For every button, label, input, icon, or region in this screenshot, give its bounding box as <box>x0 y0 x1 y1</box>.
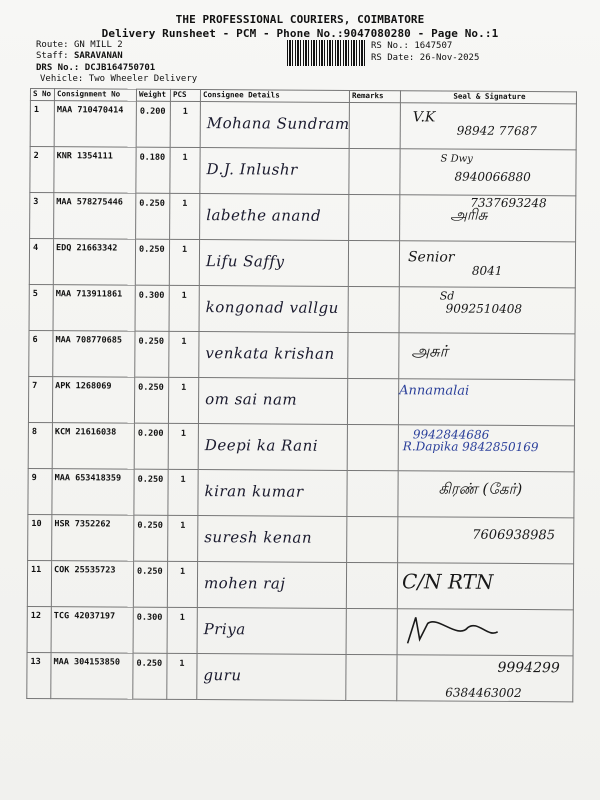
rs-no-label: RS No.: <box>371 41 409 51</box>
row-pcs: 1 <box>168 515 198 561</box>
row-consignee-handwritten: Priya <box>203 620 246 639</box>
route-value: GN MILL 2 <box>73 40 123 50</box>
row-signature: அரிசு <box>450 205 488 224</box>
row-signature-phone: 8940066880 <box>454 169 531 185</box>
row-pcs: 1 <box>169 239 199 285</box>
staff-label: Staff: <box>36 51 69 61</box>
row-signature: Annamalai <box>399 383 470 399</box>
row-remarks <box>346 562 397 608</box>
row-consignment-no: APK 1268069 <box>52 377 134 424</box>
row-remarks <box>349 102 400 148</box>
row-pcs: 1 <box>167 653 197 699</box>
row-signature-cell <box>398 379 574 426</box>
table-row <box>28 422 574 471</box>
row-remarks <box>347 470 398 516</box>
row-consignment-no: HSR 7352262 <box>52 515 134 562</box>
row-weight: 0.250 <box>133 653 167 699</box>
row-consignee-handwritten: venkata krishan <box>205 344 335 363</box>
row-remarks <box>347 516 398 562</box>
row-pcs: 1 <box>168 469 198 515</box>
row-consignee-cell <box>198 516 347 563</box>
row-sno: 2 <box>30 147 54 193</box>
row-weight: 0.250 <box>135 331 169 377</box>
rs-no-line <box>371 41 452 51</box>
row-consignee-cell <box>197 654 346 701</box>
row-consignee-cell <box>197 562 346 609</box>
row-signature-cell <box>398 471 574 518</box>
row-weight: 0.250 <box>134 515 168 561</box>
drs-value: DCJB164750701 <box>84 63 156 73</box>
table-row <box>27 560 573 609</box>
row-signature-cell <box>398 425 574 472</box>
row-weight: 0.250 <box>136 193 170 239</box>
table-row <box>30 193 576 242</box>
route-line <box>36 40 123 50</box>
signature-scribble <box>398 609 568 650</box>
row-signature-phone: 7337693248 <box>470 195 547 211</box>
row-consignee-handwritten: guru <box>203 666 242 685</box>
row-consignment-no: MAA 710470414 <box>54 101 136 148</box>
row-consignee-handwritten: om sai nam <box>205 390 298 409</box>
row-sno: 10 <box>28 514 52 560</box>
row-signature-cell <box>397 655 573 702</box>
vehicle-label: Vehicle: <box>40 74 84 84</box>
row-signature-cell <box>400 103 576 150</box>
row-signature-phone: 98942 77687 <box>456 123 537 139</box>
row-signature-cell <box>399 287 575 334</box>
row-consignee-handwritten: Lifu Saffy <box>205 252 285 271</box>
rs-date-label: RS Date: <box>371 53 415 63</box>
row-weight: 0.300 <box>133 607 167 653</box>
table-row <box>29 284 575 333</box>
row-consignment-no: KNR 1354111 <box>54 147 136 194</box>
row-weight: 0.250 <box>133 561 167 607</box>
row-weight: 0.200 <box>134 423 168 469</box>
row-signature: அசுர் <box>411 341 449 361</box>
row-weight: 0.180 <box>136 147 170 193</box>
table-row <box>29 330 575 379</box>
row-consignee-cell <box>199 332 348 379</box>
row-consignee-handwritten: Deepi ka Rani <box>204 436 319 455</box>
table-row <box>30 101 576 150</box>
company-title: THE PROFESSIONAL COURIERS, COIMBATORE <box>175 13 425 26</box>
row-remarks <box>349 148 400 194</box>
row-consignee-handwritten: D.J. Inlushr <box>206 160 298 179</box>
staff-value: SARAVANAN <box>73 51 123 61</box>
row-pcs: 1 <box>170 147 200 193</box>
row-consignee-handwritten: suresh kenan <box>204 528 313 547</box>
rs-date-value: 26-Nov-2025 <box>419 53 480 63</box>
row-signature-phone: 8041 <box>471 263 503 278</box>
rs-no-value: 1647507 <box>414 41 453 51</box>
col-pcs: PCS <box>170 89 200 101</box>
col-consignee: Consignee Details <box>200 90 349 103</box>
row-sno: 1 <box>30 101 54 147</box>
row-consignment-no: MAA 304153850 <box>51 653 133 700</box>
row-signature-cell <box>400 149 576 196</box>
row-sno: 12 <box>27 606 51 652</box>
row-signature: V.K <box>412 109 436 126</box>
row-consignee-handwritten: kongonad vallgu <box>205 298 339 317</box>
drs-label: DRS No.: <box>36 63 80 73</box>
row-pcs: 1 <box>170 193 200 239</box>
col-weight: Weight <box>136 89 170 101</box>
row-sno: 3 <box>30 193 54 239</box>
row-signature: C/N RTN <box>401 569 494 594</box>
vehicle-line <box>40 74 197 84</box>
row-consignee-handwritten: mohen raj <box>203 574 286 593</box>
row-signature: S Dwy <box>440 153 473 165</box>
row-consignee-cell <box>200 148 349 195</box>
row-consignee-cell <box>199 286 348 333</box>
row-weight: 0.300 <box>135 285 169 331</box>
row-consignment-no: TCG 42037197 <box>51 607 133 654</box>
row-sno: 6 <box>29 330 53 376</box>
row-consignee-handwritten: Mohana Sundram <box>206 114 350 133</box>
row-consignee-handwritten: kiran kumar <box>204 482 304 501</box>
staff-line <box>36 51 123 61</box>
row-consignment-no: MAA 578275446 <box>54 193 136 240</box>
row-pcs: 1 <box>167 607 197 653</box>
table-row <box>27 652 573 701</box>
barcode <box>287 40 367 66</box>
row-remarks <box>348 286 399 332</box>
row-signature-phone: 9092510408 <box>445 301 523 317</box>
row-sno: 8 <box>28 422 52 468</box>
row-signature: 9994299 <box>497 659 560 677</box>
row-sno: 7 <box>28 376 52 422</box>
row-consignment-no: COK 25535723 <box>51 561 133 608</box>
col-signature: Seal & Signature <box>400 91 576 104</box>
row-remarks <box>346 654 397 700</box>
row-signature-cell <box>399 333 575 380</box>
row-sno: 5 <box>29 284 53 330</box>
table-row <box>28 468 574 517</box>
row-pcs: 1 <box>169 331 199 377</box>
row-consignment-no: KCM 21616038 <box>52 423 134 470</box>
row-signature-phone: 9942844686 <box>412 427 490 442</box>
row-signature: R.Dapika 9842850169 <box>402 439 539 455</box>
table-row <box>28 514 574 563</box>
delivery-table <box>26 88 577 702</box>
table-row <box>30 147 576 196</box>
row-consignment-no: MAA 713911861 <box>53 285 135 332</box>
row-signature-cell <box>397 563 573 610</box>
row-weight: 0.250 <box>134 469 168 515</box>
row-weight: 0.250 <box>135 239 169 285</box>
row-remarks <box>348 332 399 378</box>
row-consignee-cell <box>199 240 348 287</box>
row-consignment-no: EDQ 21663342 <box>53 239 135 286</box>
row-remarks <box>348 240 399 286</box>
row-consignee-handwritten: labethe anand <box>206 206 322 225</box>
row-consignment-no: MAA 708770685 <box>53 331 135 378</box>
row-sno: 4 <box>29 239 53 285</box>
row-sno: 9 <box>28 468 52 514</box>
row-pcs: 1 <box>169 285 199 331</box>
col-consignment: Consignment No <box>54 89 136 102</box>
row-sno: 11 <box>27 560 51 606</box>
row-pcs: 1 <box>170 101 200 147</box>
row-weight: 0.200 <box>136 101 170 147</box>
row-pcs: 1 <box>168 423 198 469</box>
table-row <box>29 239 575 288</box>
rs-date-line <box>371 53 479 63</box>
row-signature: Senior <box>407 249 455 266</box>
row-consignment-no: MAA 653418359 <box>52 469 134 516</box>
row-signature-cell <box>398 517 574 564</box>
row-pcs: 1 <box>167 561 197 607</box>
row-consignee-cell <box>198 378 347 425</box>
row-signature-phone: 6384463002 <box>445 685 522 701</box>
row-signature: கிரண் (கேர்) <box>438 479 523 499</box>
runsheet-subtitle: Delivery Runsheet - PCM - Phone No.:9047080280 - Page No.:1 <box>101 27 499 40</box>
row-signature: Sd <box>439 289 455 303</box>
row-sno: 13 <box>27 652 51 698</box>
row-pcs: 1 <box>168 377 198 423</box>
row-signature: 7606938985 <box>472 527 556 544</box>
row-remarks <box>349 194 400 240</box>
drs-line <box>36 63 155 73</box>
table-row <box>28 376 574 425</box>
route-label: Route: <box>36 40 69 50</box>
vehicle-value: Two Wheeler Delivery <box>88 74 198 84</box>
row-remarks <box>347 378 398 424</box>
row-consignee-cell <box>200 194 349 241</box>
row-signature-cell <box>400 195 576 242</box>
row-signature-cell <box>397 609 573 656</box>
row-remarks <box>347 424 398 470</box>
row-consignee-cell <box>198 470 347 517</box>
row-consignee-cell <box>197 608 346 655</box>
row-consignee-cell <box>198 424 347 471</box>
table-row <box>27 606 573 655</box>
row-signature-cell <box>399 241 575 288</box>
row-consignee-cell <box>200 102 349 149</box>
row-weight: 0.250 <box>134 377 168 423</box>
col-sno: S No <box>30 89 54 101</box>
row-remarks <box>346 608 397 654</box>
col-remarks: Remarks <box>349 90 400 102</box>
